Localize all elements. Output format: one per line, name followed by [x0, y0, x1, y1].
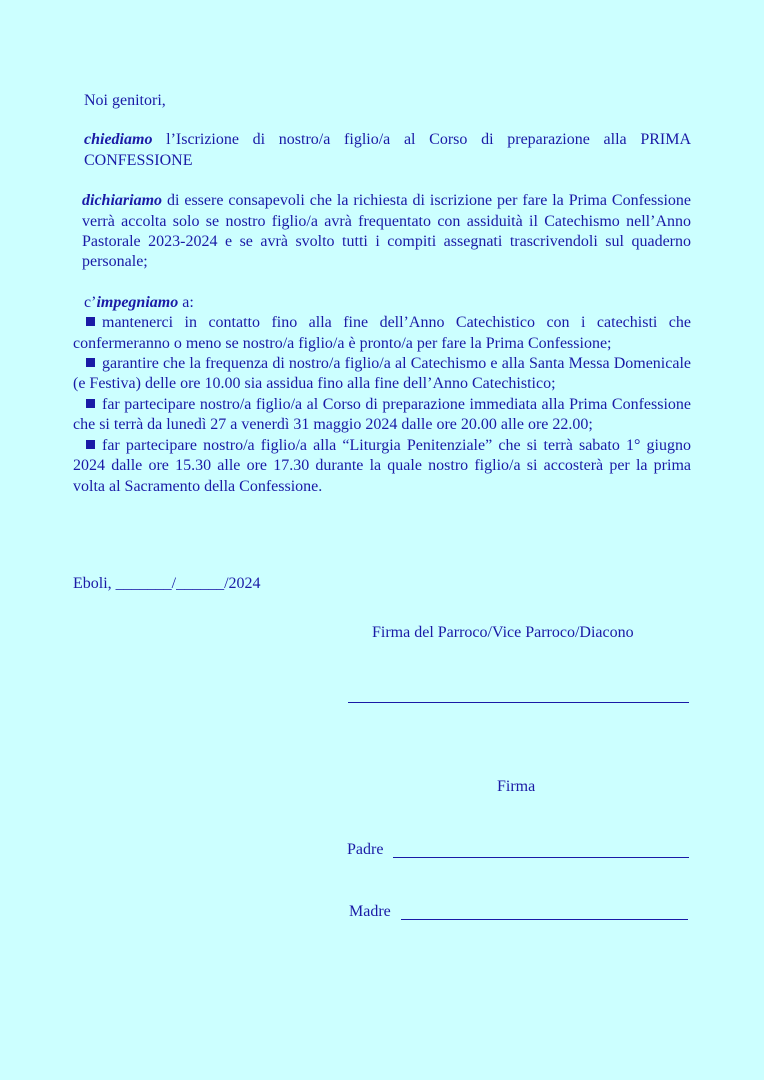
commitment-item — [73, 395, 691, 436]
square-bullet-icon — [86, 440, 95, 449]
commitment-item — [73, 354, 691, 395]
request-paragraph — [73, 130, 691, 171]
request-keyword: chiediamo — [84, 131, 153, 149]
declaration-text: di essere consapevoli che la richiesta di iscrizione per fare la Prima Confessione verrà accolta solo se nostro figlio/a avrà frequentato con assiduità il Catechismo nell’Anno Pastorale 2023-2024 e se avrà svolto tutti i compiti assegnati trascrivendoli sul quaderno personale; — [82, 192, 691, 271]
mother-label: Madre — [349, 903, 391, 920]
commitment-item-text: mantenerci in contatto fino alla fine dell’Anno Catechistico con i catechisti che confermeranno o meno se nostro/a figlio/a è pronto/a per fare la Prima Confessione; — [73, 314, 691, 352]
priest-signature-line[interactable] — [348, 702, 689, 703]
priest-signature-label: Firma del Parroco/Vice Parroco/Diacono — [372, 624, 634, 641]
square-bullet-icon — [86, 358, 95, 367]
commitment-keyword: impegniamo — [96, 293, 179, 311]
declaration-keyword: dichiariamo — [82, 192, 163, 210]
commitment-item — [73, 313, 691, 354]
parents-signature-label: Firma — [497, 778, 536, 795]
place-date: Eboli, _______/______/2024 — [73, 575, 261, 592]
commitment-item-text: far partecipare nostro/a figlio/a alla “Liturgia Penitenziale” che si terrà sabato 1° giugno 2024 dalle ore 15.30 alle ore 17.30 durante la quale nostro figlio/a si accosterà per la prima volta al Sacramento della Confessione. — [73, 436, 691, 495]
mother-signature-line[interactable] — [401, 919, 688, 920]
commitment-item-text: far partecipare nostro/a figlio/a al Corso di preparazione immediata alla Prima Confessione che si terrà da lunedì 27 a venerdì 31 maggio 2024 dalle ore 20.00 alle ore 22.00; — [73, 395, 691, 434]
commitment-item-text: garantire che la frequenza di nostro/a figlio/a al Catechismo e alla Santa Messa Domenicale (e Festiva) delle ore 10.00 sia assidua fino alla fine dell’Anno Catechistico; — [73, 355, 691, 393]
document-body — [73, 91, 691, 497]
greeting: Noi genitori, — [84, 92, 166, 109]
father-signature-line[interactable] — [393, 857, 689, 858]
father-label: Padre — [347, 841, 384, 858]
square-bullet-icon — [86, 399, 95, 408]
request-text: l’Iscrizione di nostro/a figlio/a al Corso di preparazione alla PRIMA CONFESSIONE — [84, 131, 691, 169]
commitment-suffix: a: — [178, 293, 194, 311]
declaration-paragraph — [73, 191, 691, 273]
commitment-heading — [73, 293, 691, 313]
square-bullet-icon — [86, 317, 95, 326]
commitment-prefix: c’ — [84, 293, 97, 311]
commitment-item — [73, 436, 691, 497]
